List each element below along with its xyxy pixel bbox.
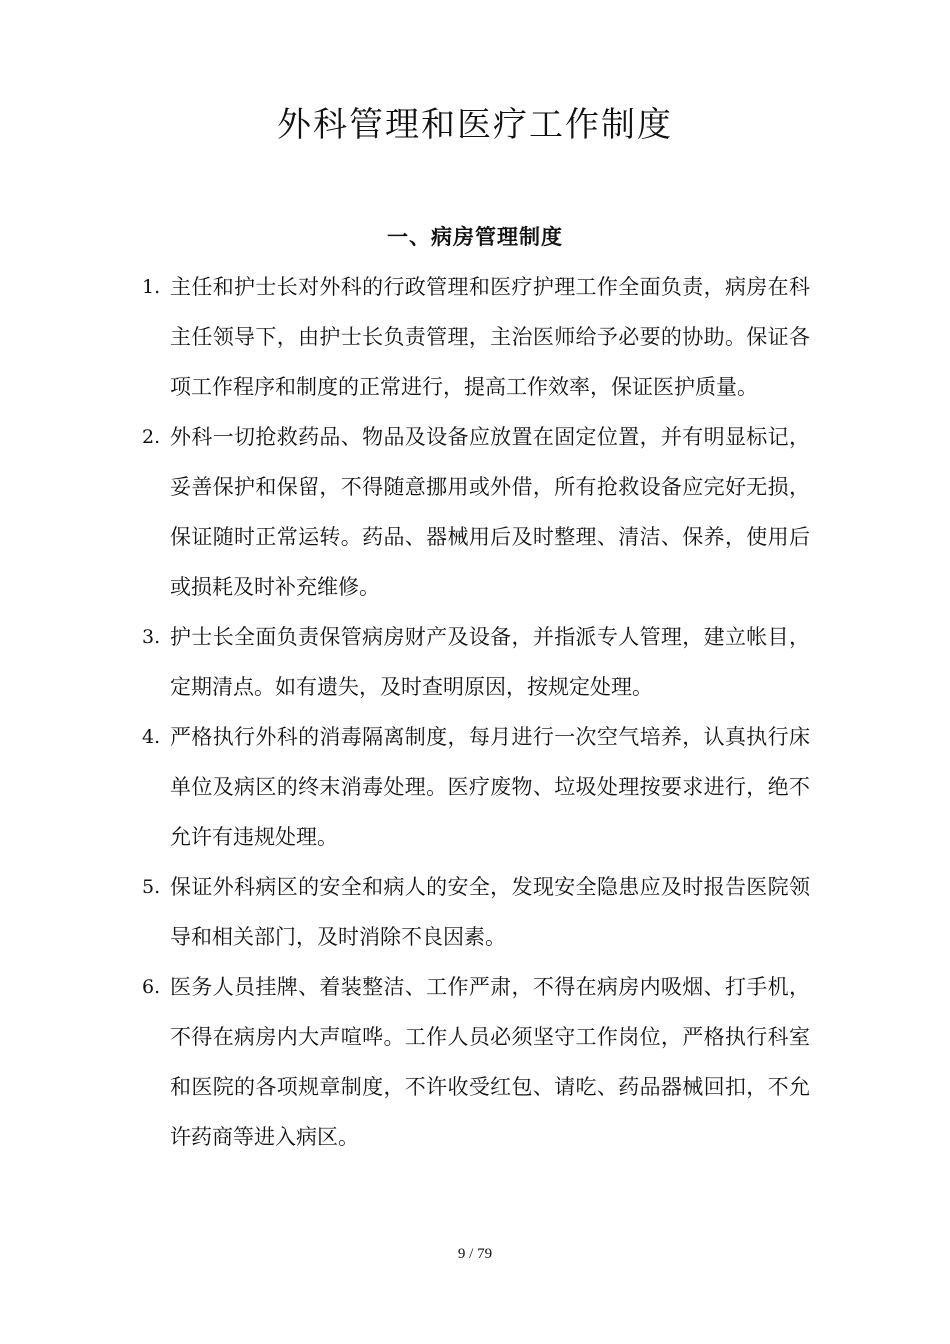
list-item bbox=[140, 862, 810, 962]
item-number: 6. bbox=[142, 976, 161, 998]
section-heading: 一、病房管理制度 bbox=[387, 224, 563, 249]
page-number: 9 / 79 bbox=[457, 1246, 493, 1262]
item-text: 主任和护士长对外科的行政管理和医疗护理工作全面负责，病房在科主任领导下，由护士长负责管理，主治医师给予必要的协助。保证各项工作程序和制度的正常进行，提高工作效率，保证医护质量。 bbox=[170, 275, 810, 399]
item-number: 1. bbox=[142, 276, 161, 298]
document-title: 外科管理和医疗工作制度 bbox=[277, 105, 673, 145]
list-item bbox=[140, 412, 810, 612]
item-text: 严格执行外科的消毒隔离制度，每月进行一次空气培养，认真执行床单位及病区的终末消毒处理。医疗废物、垃圾处理按要求进行，绝不允许有违规处理。 bbox=[170, 725, 810, 849]
item-number: 4. bbox=[142, 726, 161, 748]
list-item bbox=[140, 612, 810, 712]
item-number: 2. bbox=[142, 426, 161, 448]
rules-list bbox=[140, 262, 810, 1162]
list-item bbox=[140, 962, 810, 1162]
list-item bbox=[140, 712, 810, 862]
item-text: 保证外科病区的安全和病人的安全，发现安全隐患应及时报告医院领导和相关部门，及时消除不良因素。 bbox=[170, 875, 810, 949]
item-text: 医务人员挂牌、着装整洁、工作严肃，不得在病房内吸烟、打手机，不得在病房内大声喧哗。工作人员必须坚守工作岗位，严格执行科室和医院的各项规章制度，不许收受红包、请吃、药品器械回扣，不允许药商等进入病区。 bbox=[170, 975, 810, 1149]
item-text: 外科一切抢救药品、物品及设备应放置在固定位置，并有明显标记，妥善保护和保留，不得随意挪用或外借，所有抢救设备应完好无损，保证随时正常运转。药品、器械用后及时整理、清洁、保养，使用后或损耗及时补充维修。 bbox=[170, 425, 810, 599]
item-number: 3. bbox=[142, 626, 161, 648]
item-number: 5. bbox=[142, 876, 161, 898]
list-item bbox=[140, 262, 810, 412]
item-text: 护士长全面负责保管病房财产及设备，并指派专人管理，建立帐目，定期清点。如有遗失，及时查明原因，按规定处理。 bbox=[170, 625, 810, 699]
